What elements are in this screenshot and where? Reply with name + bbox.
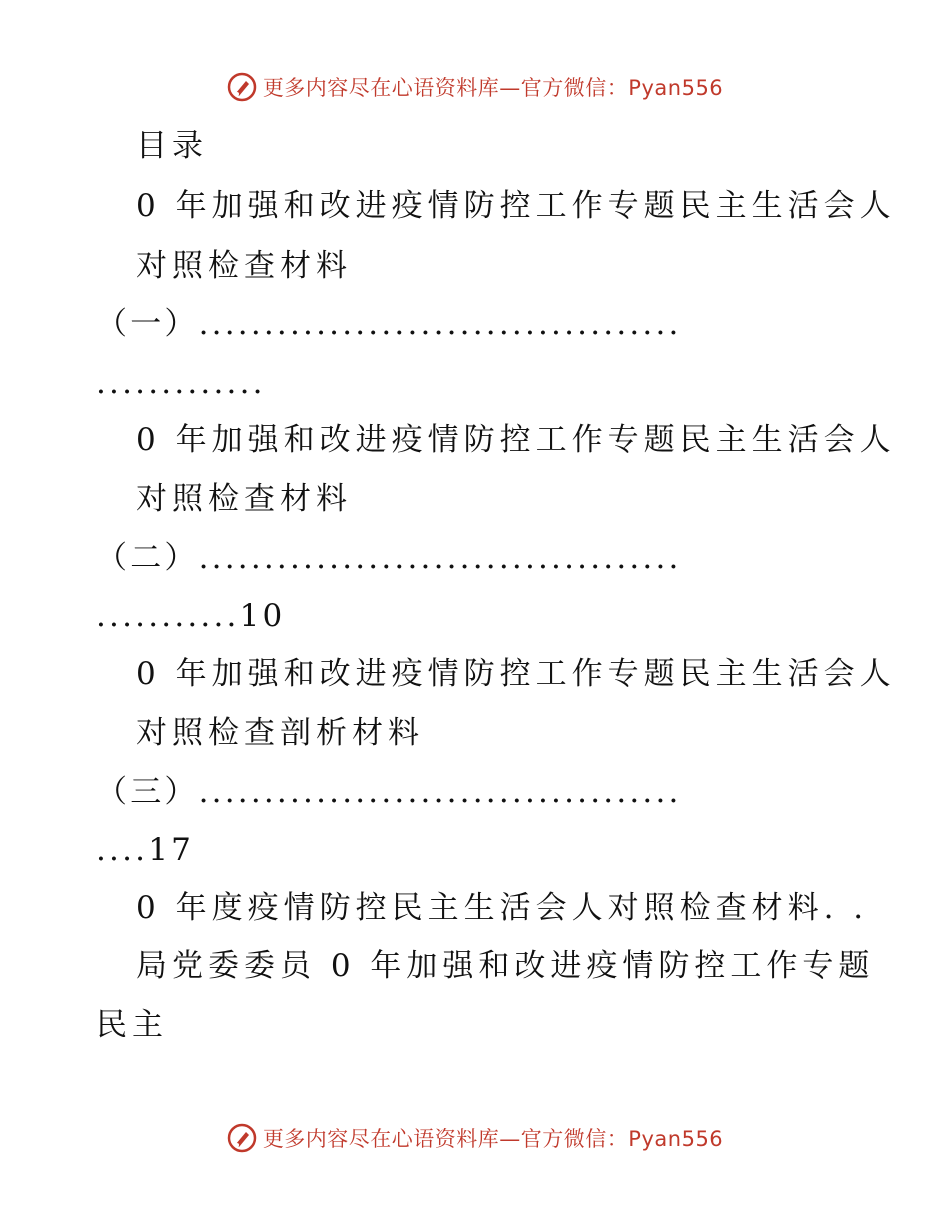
pen-nib-icon — [227, 1123, 257, 1153]
toc-entry-3-title-line1: 0 年加强和改进疫情防控工作专题民主生活会人 — [136, 656, 896, 692]
toc-entry-5-line1: 局党委委员 0 年加强和改进疫情防控工作专题 — [136, 948, 875, 984]
pen-nib-icon — [227, 72, 257, 102]
toc-entry-1-leader-line1: （一）..................................... — [96, 306, 682, 342]
toc-entry-2-title-line1: 0 年加强和改进疫情防控工作专题民主生活会人 — [136, 422, 896, 458]
toc-entry-1-leader-line2: ............. — [96, 365, 266, 401]
toc-heading: 目录 — [136, 128, 208, 164]
toc-entry-1-title-line1: 0 年加强和改进疫情防控工作专题民主生活会人 — [136, 188, 896, 224]
toc-entry-3-leader-line1: （三）..................................... — [96, 774, 682, 810]
toc-entry-2-leader-line1: （二）..................................... — [96, 540, 682, 576]
watermark-header — [0, 72, 950, 102]
watermark-text: 更多内容尽在心语资料库—官方微信：Pyan556 — [262, 1127, 724, 1151]
toc-entry-2-leader-line2: ...........10 — [96, 598, 286, 634]
toc-entry-2-title-line2: 对照检查材料 — [136, 481, 352, 517]
toc-entry-4: 0 年度疫情防控民主生活会人对照检查材料. . — [136, 890, 869, 926]
watermark-text: 更多内容尽在心语资料库—官方微信：Pyan556 — [262, 76, 724, 100]
toc-entry-3-leader-line2: ....17 — [96, 832, 195, 868]
toc-entry-5-line2: 民主 — [96, 1007, 168, 1043]
toc-entry-1-title-line2: 对照检查材料 — [136, 248, 352, 284]
watermark-footer — [0, 1123, 950, 1153]
toc-entry-3-title-line2: 对照检查剖析材料 — [136, 715, 424, 751]
